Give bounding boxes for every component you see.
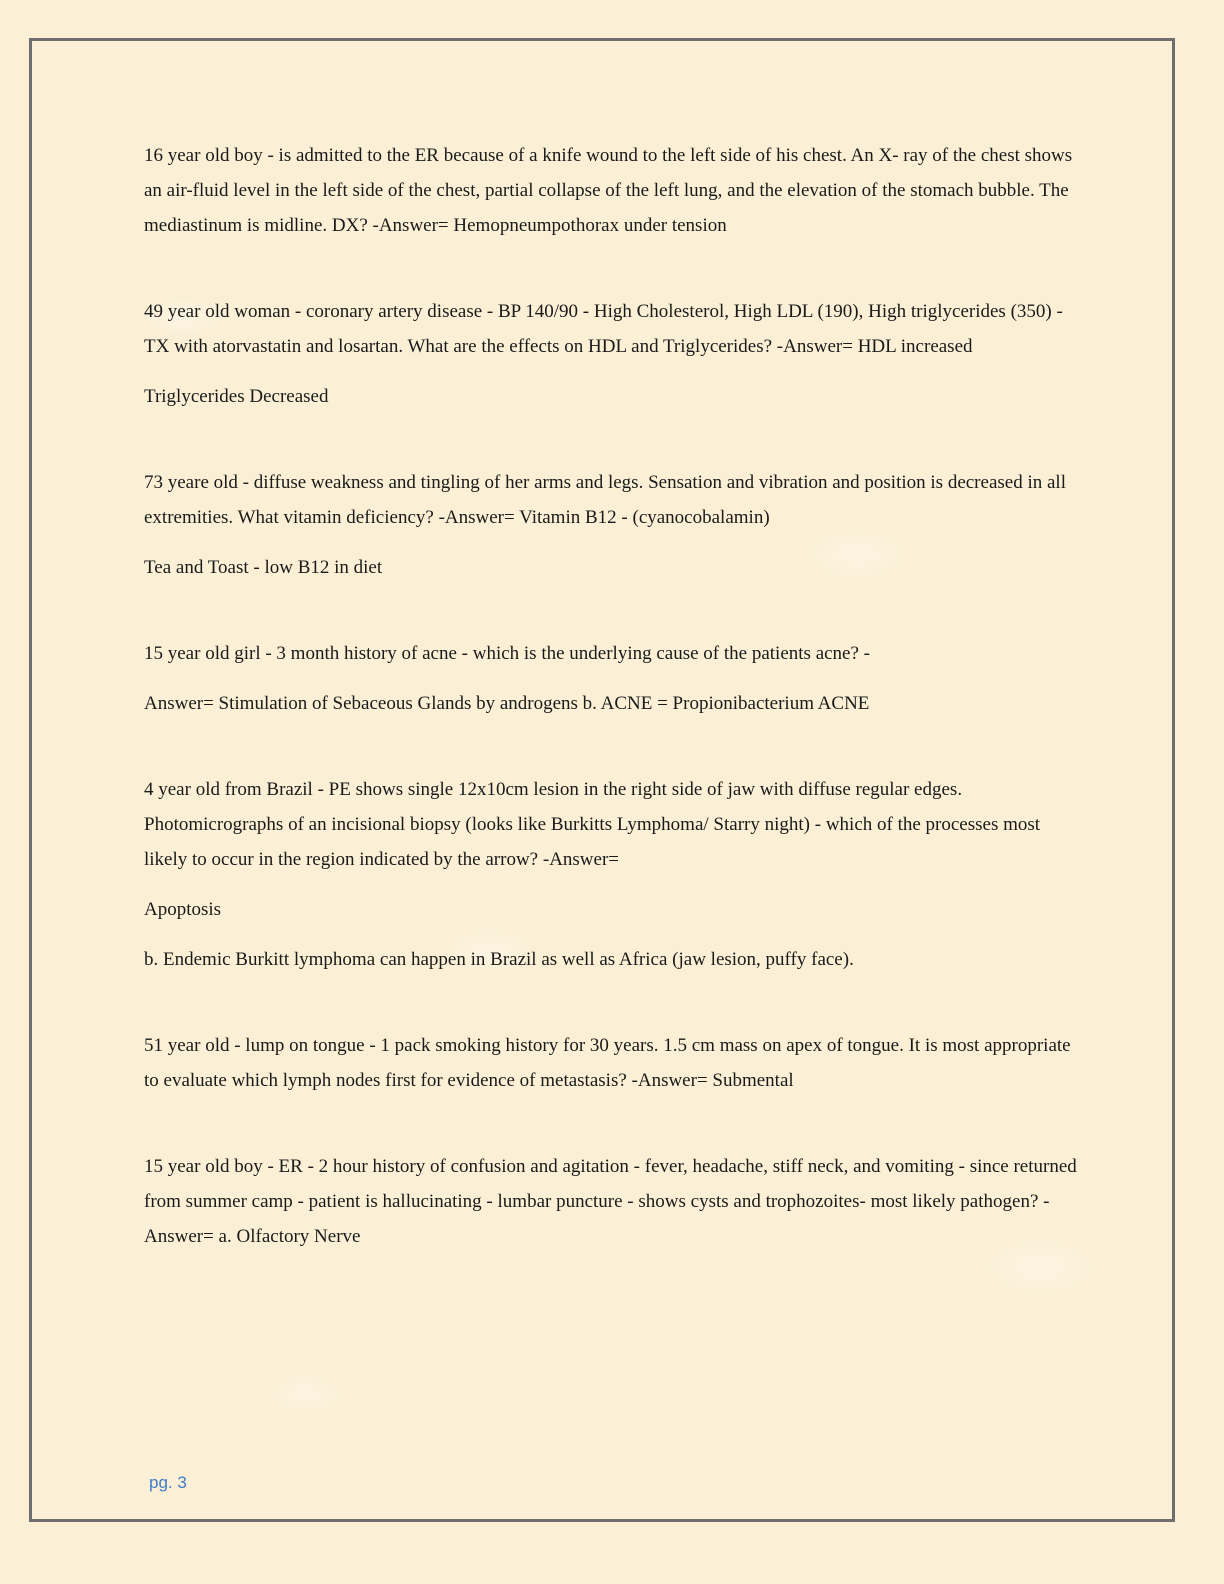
question-text: 16 year old boy - is admitted to the ER because of a knife wound to the left side of his chest. An X- ray of the chest shows an air-fluid level in the left side of the chest, partial collapse of the left lung, and the elevation of the stomach bubble. The mediastinum is midline. DX? -Answer= Hemopneumpothorax under tension — [144, 145, 1073, 236]
page-number: pg. 3 — [149, 1473, 187, 1492]
question-text: 4 year old from Brazil - PE shows single 12x10cm lesion in the right side of jaw with diffuse regular edges. Photomicrographs of an incisional biopsy (looks like Burkitts Lymphoma/ Starry night) - which of the processes most likely to occur in the region indicated by the arrow? -Answer= — [144, 779, 1041, 870]
answer-note: Answer= Stimulation of Sebaceous Glands by androgens b. ACNE = Propionibacterium ACNE — [144, 693, 870, 714]
answer-note: Tea and Toast - low B12 in diet — [144, 557, 383, 578]
question-text: 73 yeare old - diffuse weakness and tingling of her arms and legs. Sensation and vibration and position is decreased in all extremities. What vitamin deficiency? -Answer= Vitamin B12 - (cyanocobalamin) — [144, 472, 1066, 528]
question-text: 51 year old - lump on tongue - 1 pack smoking history for 30 years. 1.5 cm mass on apex of tongue. It is most appropriate to evaluate which lymph nodes first for evidence of metastasis? -Answer= Submental — [144, 1035, 1071, 1091]
question-text: 15 year old boy - ER - 2 hour history of confusion and agitation - fever, headache, stiff neck, and vomiting - since returned from summer camp - patient is hallucinating - lumbar puncture - shows cysts and trophozoites- most likely pathogen? -Answer= a. Olfactory Nerve — [144, 1156, 1077, 1247]
question-text: 15 year old girl - 3 month history of acne - which is the underlying cause of the patients acne? - — [144, 643, 870, 664]
qa-entry-7 — [144, 1149, 1084, 1254]
answer-note: b. Endemic Burkitt lymphoma can happen in Brazil as well as Africa (jaw lesion, puffy face). — [144, 949, 854, 970]
qa-entry-2 — [144, 294, 1084, 414]
qa-entry-3 — [144, 465, 1084, 585]
answer-note: Triglycerides Decreased — [144, 386, 329, 407]
qa-entry-4 — [144, 636, 1084, 721]
answer-note: Apoptosis — [144, 899, 222, 920]
qa-entry-1 — [144, 138, 1084, 243]
qa-entry-6 — [144, 1028, 1084, 1098]
qa-entry-5 — [144, 772, 1084, 977]
document-body — [144, 138, 1084, 1254]
question-text: 49 year old woman - coronary artery disease - BP 140/90 - High Cholesterol, High LDL (190), High triglycerides (350) - TX with atorvastatin and losartan. What are the effects on HDL and Triglycerides? -Answer= HDL increased — [144, 301, 1063, 357]
